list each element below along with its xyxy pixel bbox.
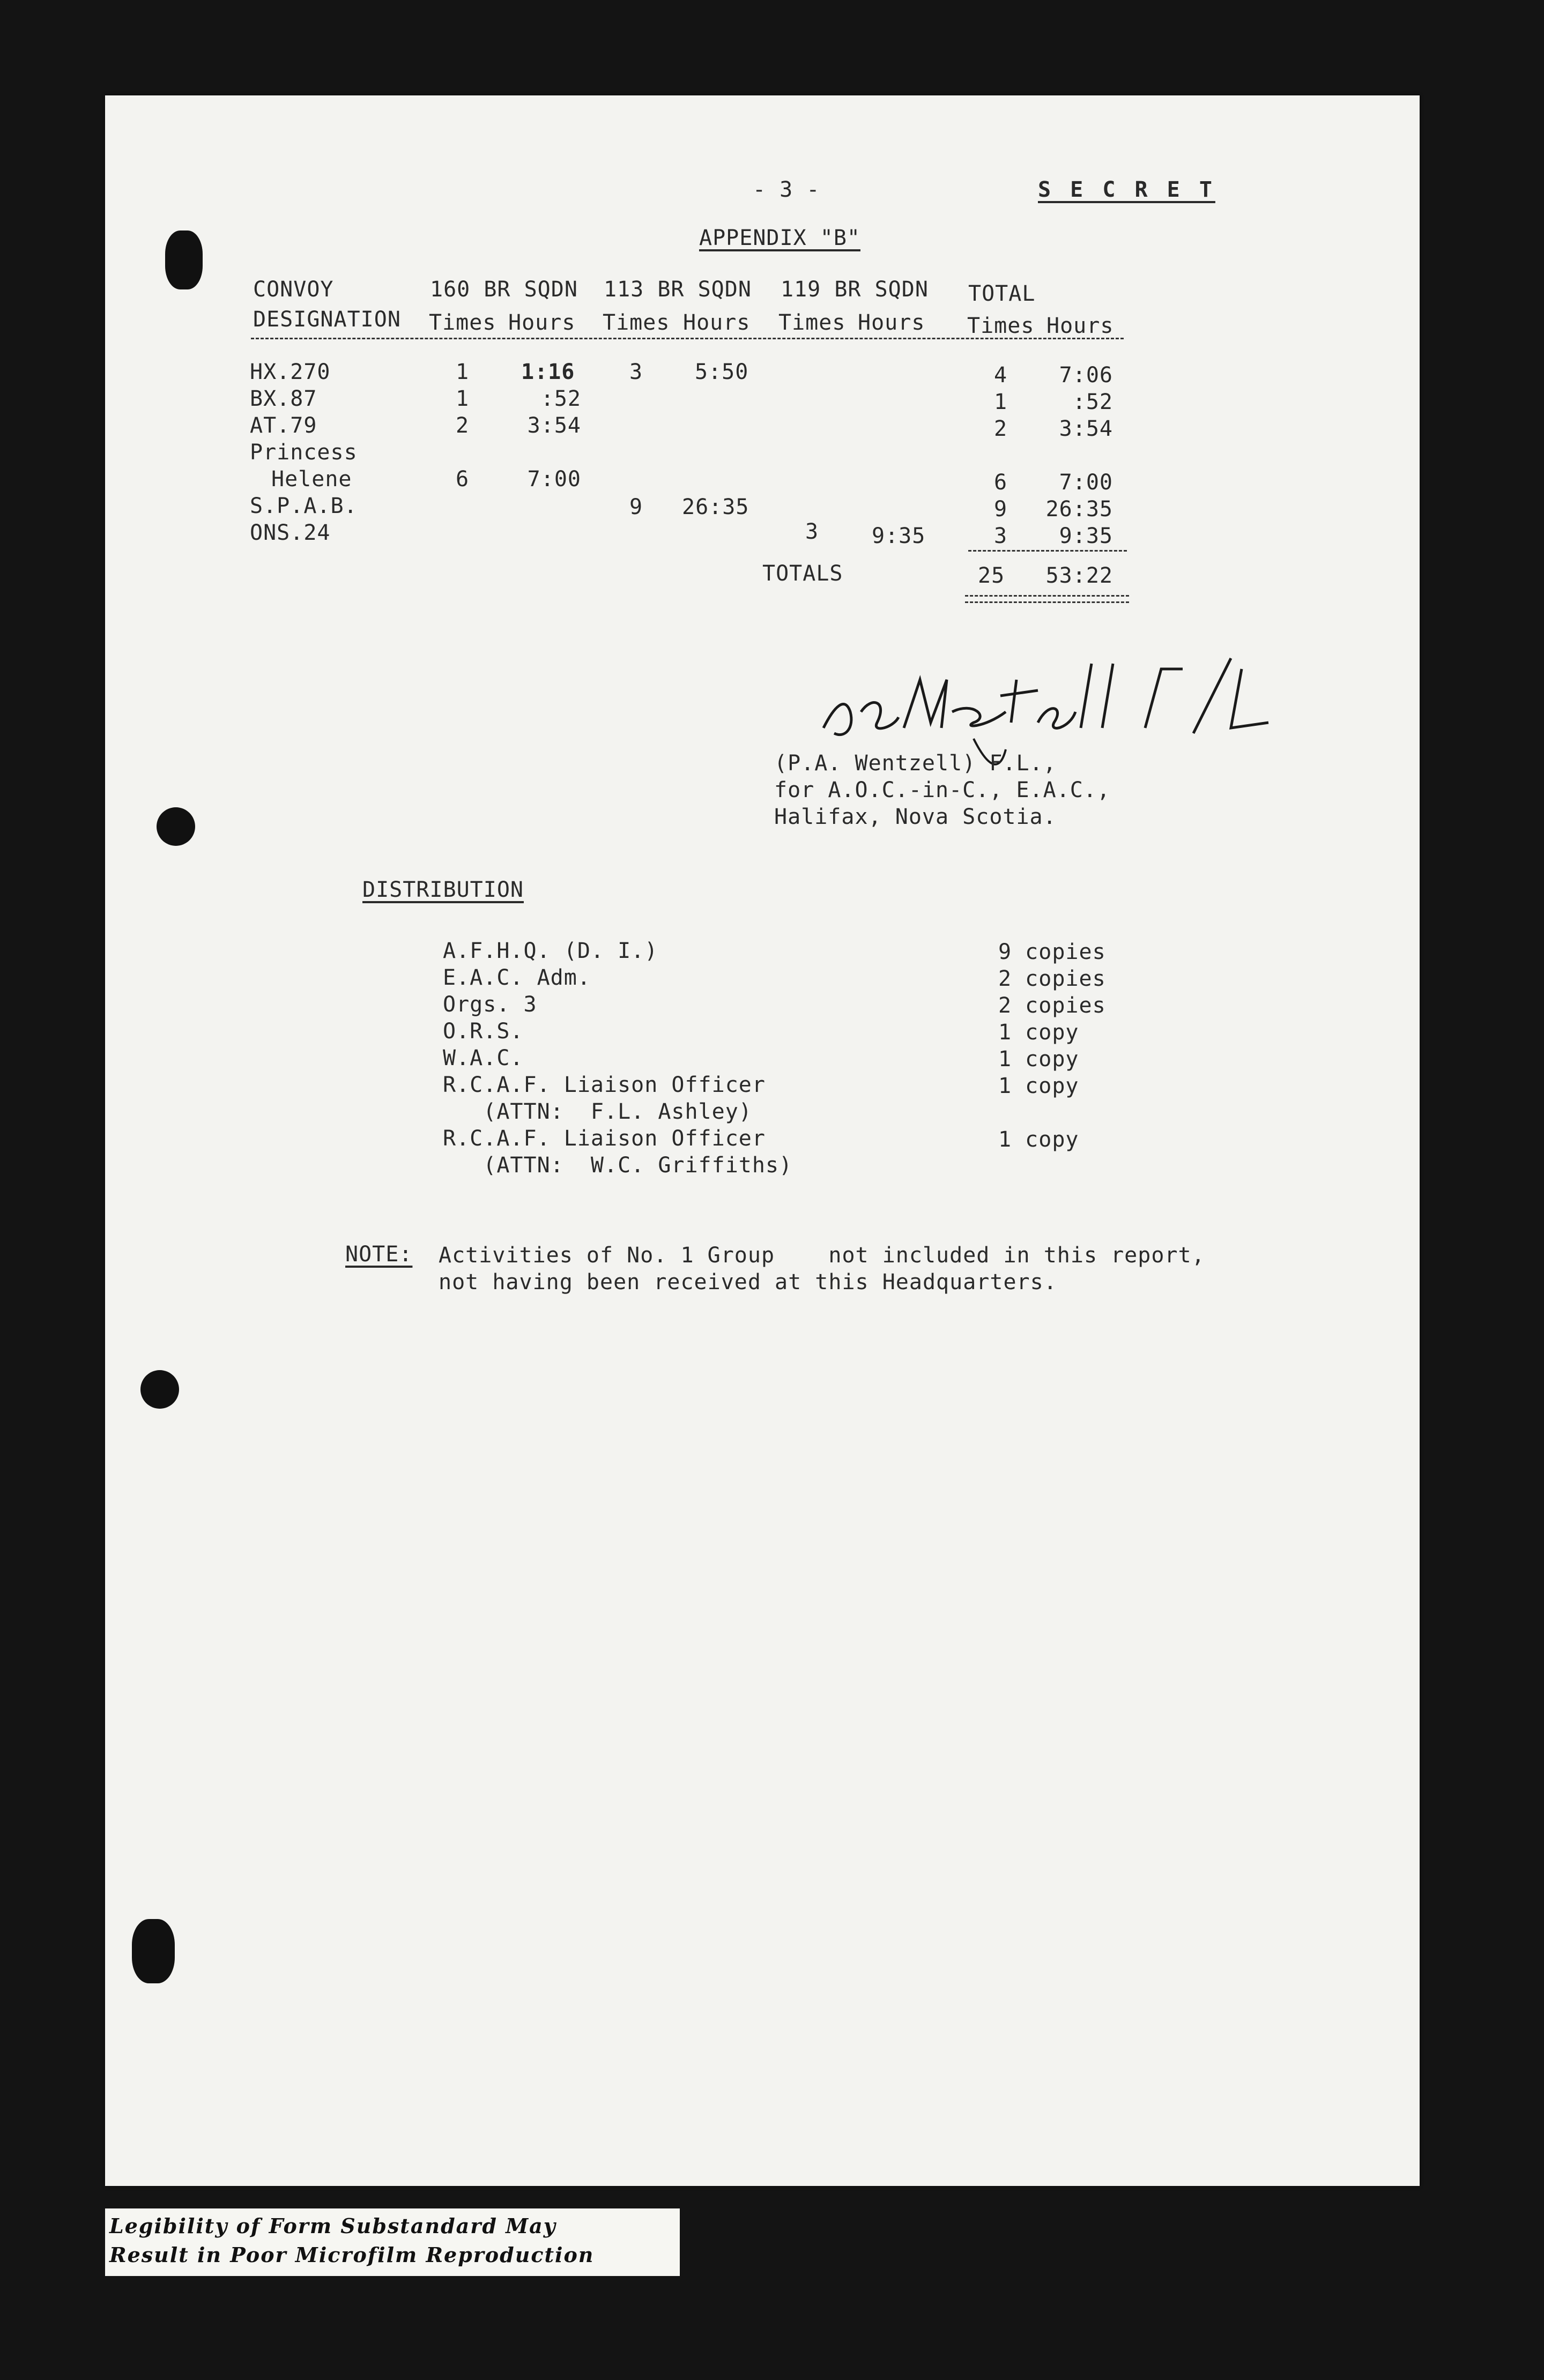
header-designation: DESIGNATION xyxy=(253,307,401,332)
signature-name: (P.A. Wentzell) F.L., xyxy=(774,751,1057,776)
cell-hours-119: 9:35 xyxy=(872,524,926,548)
cell-times-119: 3 xyxy=(805,519,819,544)
header-total: TOTAL xyxy=(968,281,1036,306)
header-113-sqdn: 113 BR SQDN xyxy=(604,277,752,302)
appendix-title: APPENDIX "B" xyxy=(699,226,860,250)
cell-times-total: 1 xyxy=(994,390,1008,414)
totals-hours: 53:22 xyxy=(1045,563,1113,588)
totals-label: TOTALS xyxy=(762,561,843,586)
punch-hole xyxy=(140,1370,179,1409)
totals-double-rule-2 xyxy=(965,601,1129,603)
sub-header-times-119: Times xyxy=(778,310,846,335)
cell-hours-total: 3:54 xyxy=(1059,416,1113,441)
cell-convoy: AT.79 xyxy=(250,413,317,438)
stamp-line-2: Result in Poor Microfilm Reproduction xyxy=(109,2243,595,2267)
distribution-title: DISTRIBUTION xyxy=(362,877,524,902)
header-convoy: CONVOY xyxy=(253,277,334,302)
sub-header-times-total: Times xyxy=(967,314,1035,338)
cell-hours-total: 26:35 xyxy=(1045,497,1113,522)
cell-times-160: 1 xyxy=(456,360,470,384)
page-number: - 3 - xyxy=(753,177,820,202)
cell-hours-total: 9:35 xyxy=(1059,524,1113,548)
punch-hole xyxy=(165,230,203,289)
list-item: (ATTN: F.L. Ashley) xyxy=(443,1099,752,1124)
sub-header-hours-119: Hours xyxy=(858,310,925,335)
cell-convoy: Princess xyxy=(250,440,358,465)
cell-hours-total: 7:00 xyxy=(1059,470,1113,495)
signature-location: Halifax, Nova Scotia. xyxy=(774,805,1057,829)
cell-hours-total: :52 xyxy=(1072,390,1113,414)
classification-marking: S E C R E T xyxy=(1038,177,1215,202)
punch-hole xyxy=(132,1919,175,1983)
list-item-copies: 9 copies xyxy=(998,940,1106,964)
cell-hours-113: 5:50 xyxy=(695,360,749,384)
microfilm-legibility-stamp xyxy=(105,2208,680,2276)
cell-times-113: 3 xyxy=(629,360,643,384)
punch-hole xyxy=(157,807,195,846)
header-160-sqdn: 160 BR SQDN xyxy=(430,277,578,302)
cell-hours-113: 26:35 xyxy=(682,495,749,519)
stamp-line-1: Legibility of Form Substandard May xyxy=(109,2214,556,2238)
list-item: E.A.C. Adm. xyxy=(443,965,591,990)
document-page xyxy=(105,95,1420,2186)
cell-convoy: HX.270 xyxy=(250,360,331,384)
list-item: O.R.S. xyxy=(443,1019,524,1044)
list-item-copies: 1 copy xyxy=(998,1020,1079,1045)
list-item: (ATTN: W.C. Griffiths) xyxy=(443,1153,793,1178)
list-item-copies: 1 copy xyxy=(998,1074,1079,1098)
header-dashed-rule xyxy=(251,338,1124,339)
note-line-2: not having been received at this Headquarters. xyxy=(439,1270,1057,1295)
cell-times-160: 2 xyxy=(456,413,470,438)
note-label: NOTE: xyxy=(345,1242,413,1267)
cell-convoy: BX.87 xyxy=(250,386,317,411)
cell-times-160: 6 xyxy=(456,467,470,492)
list-item: W.A.C. xyxy=(443,1046,524,1070)
cell-convoy: Helene xyxy=(271,467,352,492)
cell-hours-160: 7:00 xyxy=(527,467,581,492)
cell-times-total: 9 xyxy=(994,497,1008,522)
note-line-1: Activities of No. 1 Group not included in this report, xyxy=(439,1243,1205,1268)
sub-header-hours-113: Hours xyxy=(683,310,751,335)
cell-times-total: 6 xyxy=(994,470,1008,495)
list-item: Orgs. 3 xyxy=(443,992,537,1017)
sub-header-times-160: Times xyxy=(429,310,496,335)
signature-for: for A.O.C.-in-C., E.A.C., xyxy=(774,778,1111,802)
cell-convoy: S.P.A.B. xyxy=(250,494,358,518)
list-item-copies: 1 copy xyxy=(998,1127,1079,1152)
totals-dashed-rule xyxy=(968,550,1127,552)
cell-hours-160: 1:16 xyxy=(521,360,575,384)
cell-hours-160: :52 xyxy=(540,386,581,411)
list-item: A.F.H.Q. (D. I.) xyxy=(443,939,658,963)
cell-times-113: 9 xyxy=(629,495,643,519)
sub-header-times-113: Times xyxy=(603,310,670,335)
cell-convoy: ONS.24 xyxy=(250,520,331,545)
cell-hours-total: 7:06 xyxy=(1059,363,1113,388)
header-119-sqdn: 119 BR SQDN xyxy=(781,277,929,302)
totals-times: 25 xyxy=(978,563,1005,588)
cell-times-total: 3 xyxy=(994,524,1008,548)
list-item: R.C.A.F. Liaison Officer xyxy=(443,1073,766,1097)
list-item-copies: 1 copy xyxy=(998,1047,1079,1072)
sub-header-hours-total: Hours xyxy=(1046,314,1114,338)
sub-header-hours-160: Hours xyxy=(508,310,576,335)
cell-hours-160: 3:54 xyxy=(527,413,581,438)
list-item-copies: 2 copies xyxy=(998,966,1106,991)
totals-double-rule-1 xyxy=(965,595,1129,597)
list-item: R.C.A.F. Liaison Officer xyxy=(443,1126,766,1151)
list-item-copies: 2 copies xyxy=(998,993,1106,1018)
cell-times-total: 2 xyxy=(994,416,1008,441)
cell-times-160: 1 xyxy=(456,386,470,411)
cell-times-total: 4 xyxy=(994,363,1008,388)
